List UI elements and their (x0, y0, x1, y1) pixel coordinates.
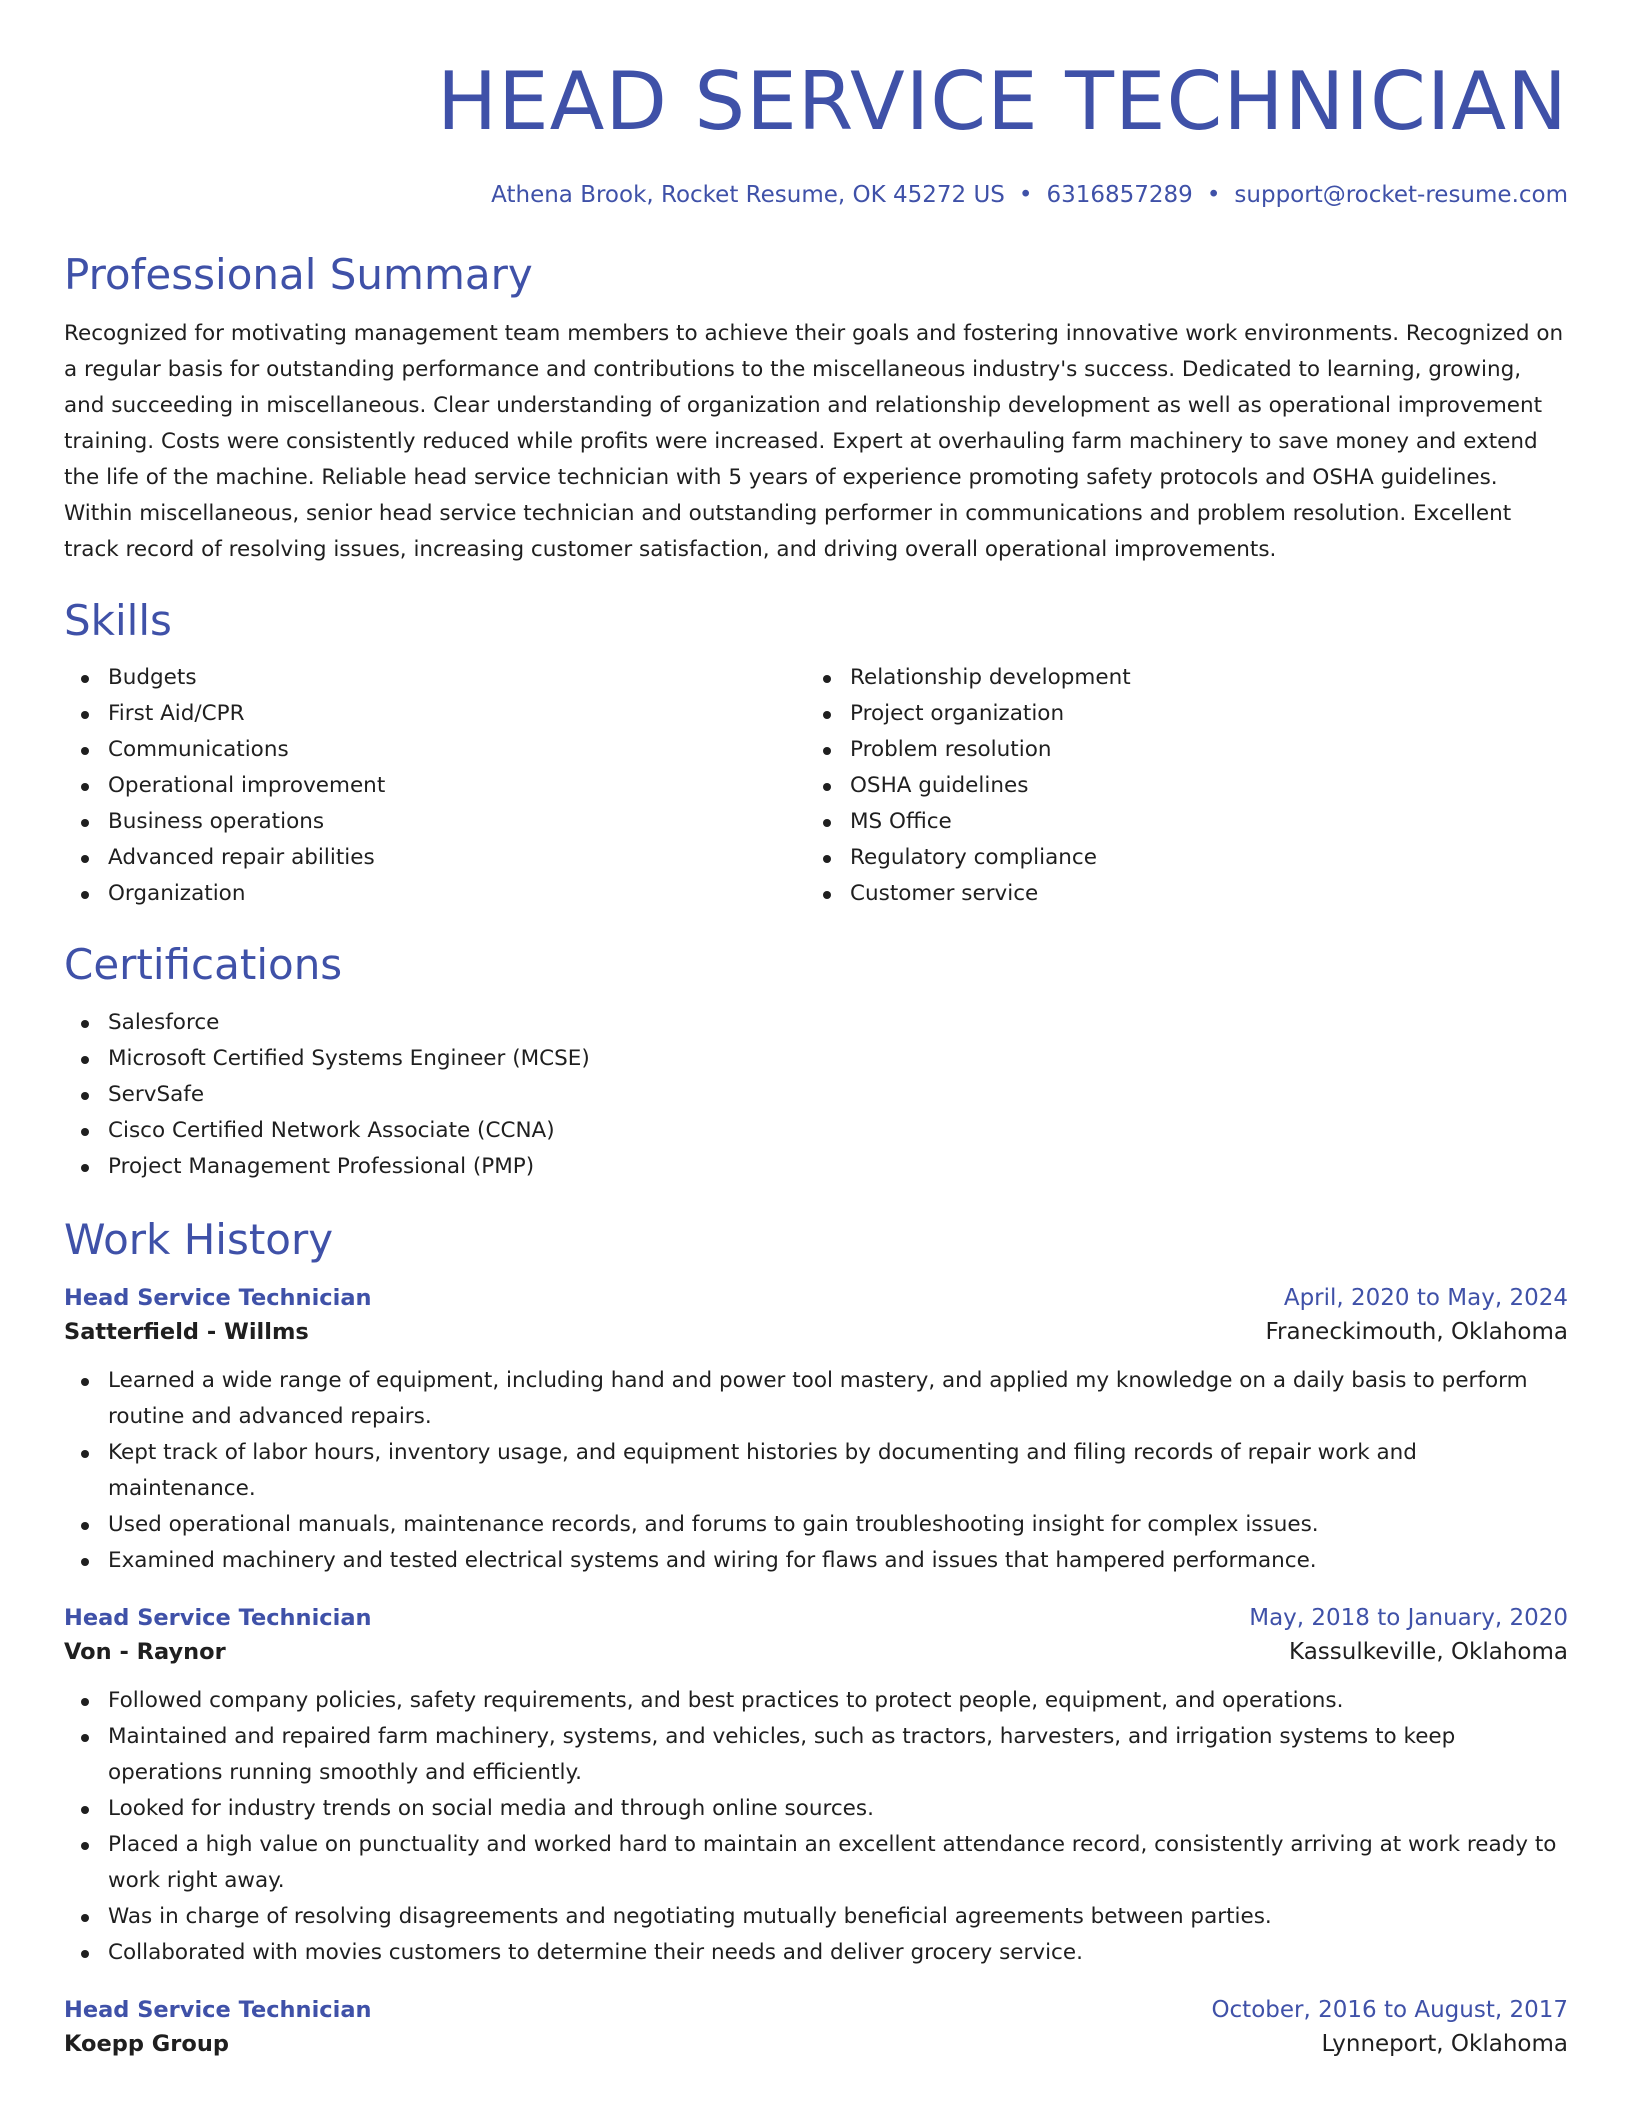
job-duty: Maintained and repaired farm machinery, systems, and vehicles, such as tractors, harvesters, and irrigation systems to keep operations running smoothly and efficiently. (64, 1719, 1568, 1791)
job-duty: Looked for industry trends on social media and through online sources. (64, 1791, 1568, 1827)
job-location: Franeckimouth, Oklahoma (1265, 1318, 1568, 1345)
job-duty: Followed company policies, safety requirements, and best practices to protect people, equipment, and operations. (64, 1683, 1568, 1719)
skill-item: Project organization (806, 696, 1548, 732)
skill-item: Advanced repair abilities (64, 840, 806, 876)
certification-item: Salesforce (64, 1005, 1568, 1041)
skill-item: Budgets (64, 660, 806, 696)
job-dates: May, 2018 to January, 2020 (1249, 1604, 1568, 1631)
contact-separator: • (1018, 182, 1033, 208)
skill-item: Customer service (806, 876, 1548, 912)
job-dates: April, 2020 to May, 2024 (1283, 1284, 1568, 1311)
skills-right-column (806, 660, 1548, 912)
job-dates: October, 2016 to August, 2017 (1211, 1996, 1568, 2023)
job-entry (64, 1605, 1568, 1971)
job-header (64, 1285, 1568, 1311)
contact-line (64, 182, 1568, 208)
skill-item: Problem resolution (806, 732, 1548, 768)
skill-item: Relationship development (806, 660, 1548, 696)
skills-list (64, 660, 1568, 912)
job-title: Head Service Technician (64, 1284, 372, 1311)
certification-item: Project Management Professional (PMP) (64, 1149, 1568, 1185)
job-entry (64, 1285, 1568, 1579)
job-subheader (64, 1319, 1568, 1345)
job-header (64, 1605, 1568, 1631)
certifications-list (64, 1005, 1568, 1185)
summary-text: Recognized for motivating management team members to achieve their goals and fostering innovative work environments. Recognized on a regular basis for outstanding performance and contributions to the miscellaneous industry's success. Dedicated to learning, growing, and succeeding in miscellaneous. Clear understanding of organization and relationship development as well as operational improvement training. Costs were consistently reduced while profits were increased. Expert at overhauling farm machinery to save money and extend the life of the machine. Reliable head service technician with 5 years of experience promoting safety protocols and OSHA guidelines. Within miscellaneous, senior head service technician and outstanding performer in communications and problem resolution. Excellent track record of resolving issues, increasing customer satisfaction, and driving overall operational improvements. (64, 321, 1564, 563)
skills-left-column (64, 660, 806, 912)
job-duty: Placed a high value on punctuality and worked hard to maintain an excellent attendance record, consistently arriving at work ready to work right away. (64, 1827, 1568, 1899)
job-company: Satterfield - Willms (64, 1318, 309, 1345)
contact-address: Athena Brook, Rocket Resume, OK 45272 US (491, 182, 1005, 208)
job-duty: Used operational manuals, maintenance records, and forums to gain troubleshooting insight for complex issues. (64, 1507, 1568, 1543)
contact-separator: • (1206, 182, 1221, 208)
job-duty: Was in charge of resolving disagreements and negotiating mutually beneficial agreements between parties. (64, 1899, 1568, 1935)
contact-phone[interactable]: 6316857289 (1046, 182, 1193, 208)
job-title: Head Service Technician (64, 1604, 372, 1631)
skill-item: First Aid/CPR (64, 696, 806, 732)
work-history-heading: Work History (64, 1214, 334, 1264)
job-company: Koepp Group (64, 2030, 229, 2057)
job-subheader (64, 1639, 1568, 1665)
job-header (64, 1997, 1568, 2023)
contact-email[interactable]: support@rocket-resume.com (1234, 182, 1568, 208)
job-location: Lynneport, Oklahoma (1321, 2030, 1568, 2057)
skill-item: OSHA guidelines (806, 768, 1548, 804)
skill-item: Communications (64, 732, 806, 768)
job-entry (64, 1997, 1568, 2057)
summary-heading: Professional Summary (64, 250, 533, 299)
job-duty: Examined machinery and tested electrical systems and wiring for flaws and issues that hampered performance. (64, 1543, 1568, 1579)
job-company: Von - Raynor (64, 1638, 226, 1665)
skill-item: MS Office (806, 804, 1548, 840)
job-duty: Kept track of labor hours, inventory usage, and equipment histories by documenting and filing records of repair work and maintenance. (64, 1435, 1568, 1507)
certifications-heading: Certifications (64, 940, 343, 990)
job-duty: Learned a wide range of equipment, including hand and power tool mastery, and applied my knowledge on a daily basis to perform routine and advanced repairs. (64, 1363, 1568, 1435)
certification-item: Cisco Certified Network Associate (CCNA) (64, 1113, 1568, 1149)
skill-item: Regulatory compliance (806, 840, 1548, 876)
candidate-title: HEAD SERVICE TECHNICIAN (436, 55, 1568, 148)
skill-item: Organization (64, 876, 806, 912)
certification-item: ServSafe (64, 1077, 1568, 1113)
job-subheader (64, 2031, 1568, 2057)
job-title: Head Service Technician (64, 1996, 372, 2023)
certification-item: Microsoft Certified Systems Engineer (MCSE) (64, 1041, 1568, 1077)
job-location: Kassulkeville, Oklahoma (1289, 1638, 1568, 1665)
job-duties (64, 1683, 1568, 1971)
job-duties (64, 1363, 1568, 1579)
skills-heading: Skills (64, 596, 172, 646)
skill-item: Business operations (64, 804, 806, 840)
job-duty: Collaborated with movies customers to determine their needs and deliver grocery service. (64, 1935, 1568, 1971)
skill-item: Operational improvement (64, 768, 806, 804)
